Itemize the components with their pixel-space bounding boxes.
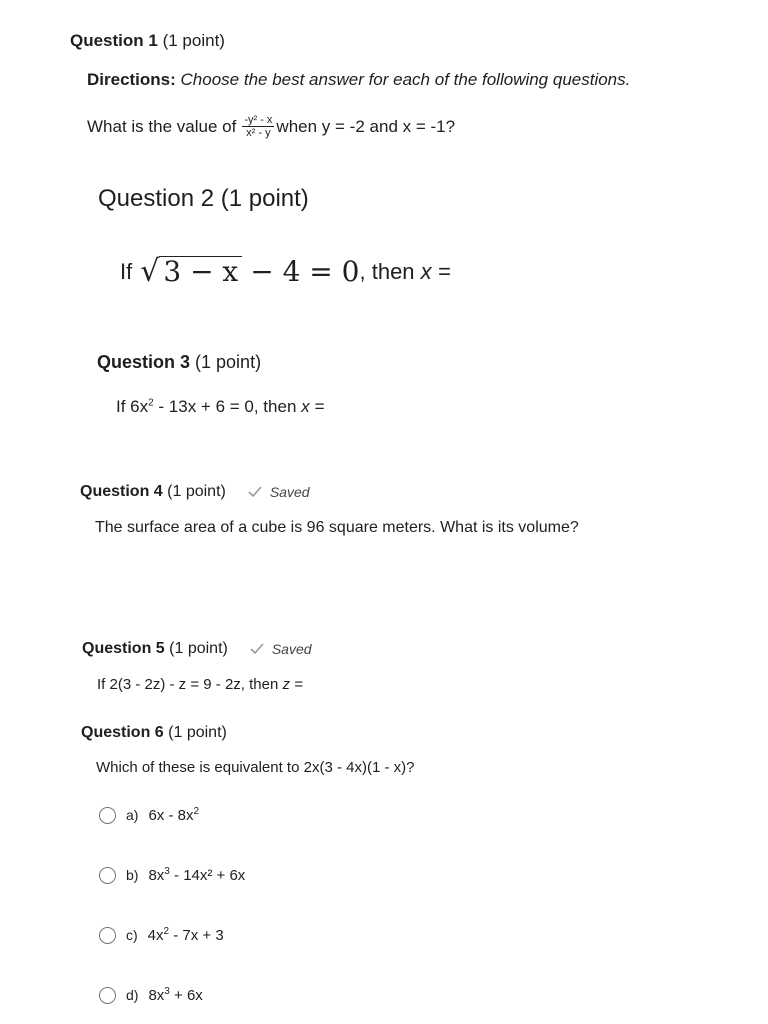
question-5-title: Question 5 (1 point) Saved (82, 640, 312, 657)
radio-button[interactable] (99, 867, 116, 884)
sqrt-expression (140, 256, 242, 287)
option-text: $8x^3 + 6x$ (148, 986, 203, 1004)
question-6-title: Question 6 (1 point) (81, 724, 227, 741)
saved-indicator: Saved (248, 484, 310, 500)
option-a[interactable]: a) $6x - 8x^2$ (99, 806, 199, 824)
question-2-title: Question 2 (1 point) (98, 185, 309, 212)
question-1-title: Question 1 (1 point) (70, 31, 225, 50)
question-2-prompt: If √ 3 − x − 4 = 0 , then x = (120, 254, 451, 289)
directions (87, 70, 630, 90)
question-3-title: Question 3 (1 point) (97, 352, 262, 372)
question-4-title: Question 4 (1 point) Saved (80, 483, 310, 500)
option-text: $6x - 8x^2$ (148, 806, 200, 824)
option-c[interactable]: c) $4x^2 - 7x + 3$ (99, 926, 224, 944)
option-b[interactable]: b) $8x^3 - 14x^2 + 6x$ (99, 866, 245, 884)
directions-text: Choose the best answer for each of the following questions. (180, 70, 631, 89)
sqrt-symbol: √ (140, 254, 160, 289)
option-text: $4x^2 - 7x + 3$ (147, 926, 224, 944)
question-1-prompt: What is the value of $\frac{\text{-y² - x}}{\text{x² - y}}$ when y = -2 and x = -1? (87, 114, 456, 139)
directions-label: Directions: (87, 70, 176, 89)
option-d[interactable]: d) $8x^3 + 6x$ (99, 986, 203, 1004)
fraction: $\frac{\text{-y² - x}}{\text{x² - y}}$ (244, 114, 273, 139)
option-text: $8x^3 - 14x^2 + 6x$ (148, 866, 246, 884)
radio-button[interactable] (99, 987, 116, 1004)
question-5-prompt: If 2(3 - 2z) - z = 9 - 2z, then z = (97, 676, 303, 693)
saved-indicator: Saved (250, 641, 312, 657)
question-6-prompt: Which of these is equivalent to 2x(3 - 4x)(1 - x)? (96, 759, 415, 776)
radio-button[interactable] (99, 927, 116, 944)
question-4-prompt: The surface area of a cube is 96 square meters. What is its volume? (95, 519, 579, 536)
radio-button[interactable] (99, 807, 116, 824)
question-3-prompt: If $6x^2 - 13x + 6 = 0$, then x = (116, 397, 325, 416)
check-icon (250, 643, 264, 655)
radicand: 3 − x (159, 256, 242, 287)
equation-tail: − 4 = 0 (250, 255, 360, 288)
check-icon (248, 486, 262, 498)
